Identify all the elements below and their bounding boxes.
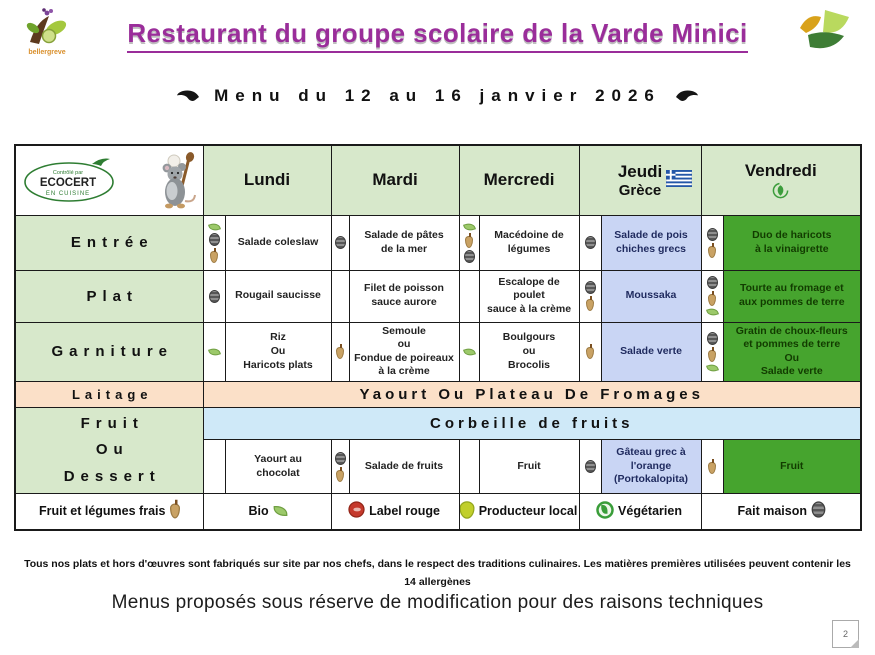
- modification-disclaimer: Menus proposés sous réserve de modification pour des raisons techniques: [111, 592, 764, 613]
- fruit-frais-icon: [336, 470, 344, 482]
- badge-strip: [331, 322, 349, 382]
- badge-strip: [331, 440, 349, 494]
- fruit-frais-icon: [336, 347, 344, 359]
- page-title: Restaurant du groupe scolaire de la Varde Minici: [127, 18, 747, 53]
- bio-icon: [208, 221, 221, 232]
- greece-flag-icon: [666, 170, 692, 187]
- page-number: 2: [842, 629, 848, 639]
- fait-maison-icon: [335, 236, 346, 249]
- dish-cell: Yaourt au chocolat: [225, 440, 331, 494]
- dish-cell: Fruit: [479, 440, 579, 494]
- course-label-garniture: Garniture: [15, 322, 203, 382]
- legend-label: Label rouge: [369, 504, 440, 519]
- fait-maison-icon: [707, 228, 718, 241]
- left-logo-text: bellergreve: [28, 49, 66, 56]
- day-label: Mercredi: [483, 170, 555, 190]
- row-corbeille: [15, 408, 861, 440]
- fait-maison-icon: [707, 332, 718, 345]
- badge-strip: [701, 270, 723, 322]
- ecocert-certified-by: Contrôlé par: [52, 170, 84, 177]
- fait-maison-icon: [585, 460, 596, 473]
- badge-strip: [701, 440, 723, 494]
- bio-icon: [273, 506, 287, 516]
- ecocert-name: ECOCERT: [39, 177, 97, 190]
- badge-strip: [459, 215, 479, 270]
- legend-label: Bio: [248, 504, 269, 519]
- fruit-frais-icon: [708, 462, 716, 474]
- fruit-frais-icon: [210, 251, 218, 263]
- badge-strip: [459, 270, 479, 322]
- dish-cell: Gâteau grec à l'orange (Portokalopita): [601, 440, 701, 494]
- bio-icon: [706, 306, 719, 317]
- day-header-mercredi: [459, 145, 579, 215]
- fait-maison-icon: [707, 276, 718, 289]
- badge-strip: [331, 270, 349, 322]
- theme-label: Grèce: [618, 181, 662, 199]
- corbeille-span-cell: Corbeille de fruits: [203, 408, 861, 440]
- day-header-mardi: [331, 145, 459, 215]
- legend-item-fruits-legumes-frais: [15, 494, 203, 530]
- fruit-frais-icon: [708, 350, 716, 362]
- bio-icon: [706, 362, 719, 373]
- dish-cell: Escalope de poulet sauce à la crème: [479, 270, 579, 322]
- floral-ornament-icon: [675, 89, 699, 103]
- vegetarien-icon: [596, 501, 614, 519]
- legend-item-label-rouge: [331, 494, 459, 530]
- dish-cell: Tourte au fromage et aux pommes de terre: [723, 270, 861, 322]
- course-label-plat: Plat: [15, 270, 203, 322]
- badge-strip: [203, 322, 225, 382]
- badge-strip: [579, 322, 601, 382]
- fruit-frais-icon: [586, 299, 594, 311]
- legend-label: Fruit et légumes frais: [39, 504, 166, 519]
- day-label: Mardi: [372, 170, 418, 190]
- legend-label: Fait maison: [737, 504, 807, 519]
- dish-cell: Salade de pois chiches grecs: [601, 215, 701, 270]
- dish-cell: Rougail saucisse: [225, 270, 331, 322]
- row-entree: [15, 215, 861, 270]
- legend-label: Producteur local: [478, 504, 578, 519]
- chef-rat-illustration: [157, 151, 197, 209]
- page-number-badge: [832, 620, 859, 648]
- legend-label: Végétarien: [618, 504, 682, 519]
- bio-icon: [463, 346, 476, 357]
- bio-icon: [463, 221, 476, 232]
- fait-maison-icon: [812, 502, 826, 518]
- legend-item-bio: [203, 494, 331, 530]
- fait-maison-icon: [209, 290, 220, 303]
- dish-cell: Duo de haricots à la vinaigrette: [723, 215, 861, 270]
- dish-cell: Salade coleslaw: [225, 215, 331, 270]
- badge-strip: [331, 215, 349, 270]
- fruit-frais-icon: [708, 294, 716, 306]
- legend-item-vegetarien: [579, 494, 701, 530]
- day-label: Jeudi Grèce: [580, 162, 701, 199]
- legend-item-fait-maison: [701, 494, 861, 530]
- floral-ornament-icon: [176, 89, 200, 103]
- menu-subtitle-row: [0, 86, 875, 106]
- producteur-local-icon: [459, 501, 474, 519]
- menu-week-title: Menu du 12 au 16 janvier 2026: [214, 86, 661, 105]
- legend-item-producteur-local: [459, 494, 579, 530]
- dish-cell: Moussaka: [601, 270, 701, 322]
- laitage-span-cell: Yaourt Ou Plateau De Fromages: [203, 382, 861, 408]
- dish-cell: Salade de pâtes de la mer: [349, 215, 459, 270]
- day-header-lundi: [203, 145, 331, 215]
- dish-cell: Salade de fruits: [349, 440, 459, 494]
- dish-cell: Riz Ou Haricots plats: [225, 322, 331, 382]
- badge-strip: [459, 440, 479, 494]
- dish-cell: Semoule ou Fondue de poireaux à la crème: [349, 322, 459, 382]
- bellergreve-logo-icon: [18, 6, 76, 56]
- row-legend: [15, 494, 861, 530]
- organic-leaf-icon: [772, 182, 789, 199]
- label-rouge-icon: [348, 502, 364, 518]
- badge-strip: [579, 215, 601, 270]
- badge-strip: [203, 440, 225, 494]
- row-garniture: [15, 322, 861, 382]
- fruit-frais-icon: [586, 347, 594, 359]
- fait-maison-icon: [585, 281, 596, 294]
- badge-strip: [579, 440, 601, 494]
- allergen-note: Tous nos plats et hors d'œuvres sont fabriqués sur site par nos chefs, dans le respect des traditions culinaires. Les matières premières utilisées peuvent contenir les 14 allergènes: [24, 558, 851, 588]
- fait-maison-icon: [335, 452, 346, 465]
- fruit-frais-icon: [465, 236, 473, 248]
- badge-strip: [701, 322, 723, 382]
- day-header-jeudi: [579, 145, 701, 215]
- table-header-row: [15, 145, 861, 215]
- row-laitage: [15, 382, 861, 408]
- fait-maison-icon: [585, 236, 596, 249]
- caterer-logo-icon: [795, 8, 853, 54]
- dish-cell: Gratin de choux-fleurs et pommes de terre Ou Salade verte: [723, 322, 861, 382]
- bio-icon: [208, 346, 221, 357]
- course-label-entree: Entrée: [15, 215, 203, 270]
- fait-maison-icon: [209, 233, 220, 246]
- fait-maison-icon: [464, 250, 475, 263]
- badge-strip: [579, 270, 601, 322]
- badge-strip: [203, 215, 225, 270]
- certification-cell: [15, 145, 203, 215]
- dish-cell: Filet de poisson sauce aurore: [349, 270, 459, 322]
- weekly-menu-table: [14, 144, 862, 531]
- badge-strip: [203, 270, 225, 322]
- page-header: [80, 18, 795, 53]
- day-label: Lundi: [243, 170, 291, 190]
- badge-strip: [459, 322, 479, 382]
- dish-cell: Fruit: [723, 440, 861, 494]
- fruit-frais-icon: [708, 246, 716, 258]
- bellergreve-logo: [18, 6, 76, 61]
- badge-strip: [701, 215, 723, 270]
- dish-cell: Macédoine de légumes: [479, 215, 579, 270]
- course-label-laitage: Laitage: [15, 382, 203, 408]
- fruit-frais-icon: [170, 504, 180, 519]
- caterer-logo: [795, 8, 853, 59]
- day-header-vendredi: [701, 145, 861, 215]
- dish-cell: Salade verte: [601, 322, 701, 382]
- day-label: Vendredi: [744, 161, 817, 181]
- ecocert-location: EN CUISINE: [45, 191, 91, 198]
- ecocert-logo-icon: [22, 154, 118, 206]
- row-plat: [15, 270, 861, 322]
- dish-cell: Boulgours ou Brocolis: [479, 322, 579, 382]
- course-label-fruit-dessert: Fruit Ou Dessert: [15, 408, 203, 494]
